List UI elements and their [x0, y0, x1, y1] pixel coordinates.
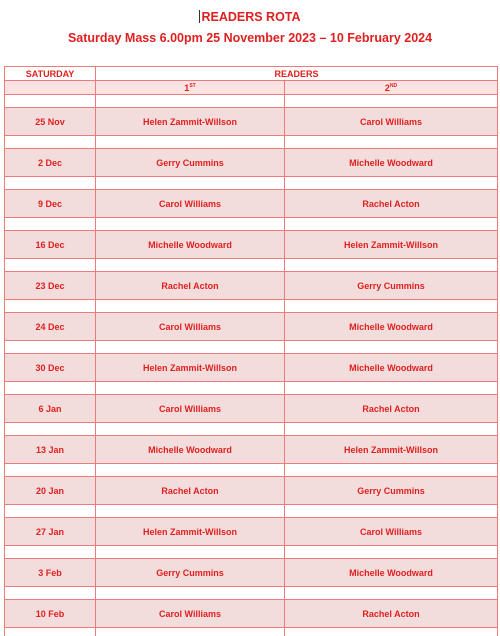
rota-row: [5, 477, 498, 505]
first-reader-cell: Gerry Cummins: [96, 149, 285, 177]
date-cell: 25 Nov: [5, 108, 96, 136]
title-text: READERS ROTA: [201, 10, 300, 24]
second-reader-cell: Rachel Acton: [285, 190, 498, 218]
second-reader-cell: Michelle Woodward: [285, 354, 498, 382]
spacer-row: [5, 505, 498, 518]
second-reader-cell: Michelle Woodward: [285, 559, 498, 587]
spacer-row: [5, 136, 498, 149]
date-cell: 16 Dec: [5, 231, 96, 259]
spacer-row: [5, 259, 498, 272]
rota-row: [5, 354, 498, 382]
spacer-row: [5, 177, 498, 190]
second-reader-cell: Michelle Woodward: [285, 313, 498, 341]
header-row: [5, 67, 498, 81]
spacer-row: [5, 546, 498, 559]
second-reader-cell: Gerry Cummins: [285, 477, 498, 505]
date-cell: 10 Feb: [5, 600, 96, 628]
second-reader-cell: Rachel Acton: [285, 395, 498, 423]
first-reader-cell: Gerry Cummins: [96, 559, 285, 587]
spacer-row: [5, 218, 498, 231]
first-reader-cell: Carol Williams: [96, 190, 285, 218]
rota-row: [5, 231, 498, 259]
spacer-row: [5, 95, 498, 108]
date-cell: 24 Dec: [5, 313, 96, 341]
empty-header-cell: [5, 81, 96, 95]
first-reader-cell: Helen Zammit-Willson: [96, 108, 285, 136]
rota-row: [5, 436, 498, 464]
second-reader-cell: Rachel Acton: [285, 600, 498, 628]
rota-row: [5, 149, 498, 177]
date-cell: 20 Jan: [5, 477, 96, 505]
second-reader-cell: Helen Zammit-Willson: [285, 231, 498, 259]
rota-table: [4, 66, 498, 636]
second-reader-cell: Carol Williams: [285, 108, 498, 136]
spacer-row: [5, 587, 498, 600]
document-title: [0, 10, 500, 24]
spacer-row: [5, 464, 498, 477]
first-reader-cell: Helen Zammit-Willson: [96, 354, 285, 382]
rota-row: [5, 108, 498, 136]
date-cell: 9 Dec: [5, 190, 96, 218]
date-cell: 3 Feb: [5, 559, 96, 587]
date-cell: 23 Dec: [5, 272, 96, 300]
spacer-row: [5, 628, 498, 636]
date-cell: 30 Dec: [5, 354, 96, 382]
spacer-row: [5, 423, 498, 436]
second-reader-cell: Michelle Woodward: [285, 149, 498, 177]
first-reader-cell: Carol Williams: [96, 395, 285, 423]
document-subtitle: Saturday Mass 6.00pm 25 November 2023 – 10 February 2024: [0, 31, 500, 45]
first-reader-cell: Carol Williams: [96, 600, 285, 628]
spacer-row: [5, 300, 498, 313]
date-cell: 6 Jan: [5, 395, 96, 423]
rota-row: [5, 313, 498, 341]
rota-row: [5, 190, 498, 218]
first-reader-cell: Carol Williams: [96, 313, 285, 341]
second-reader-cell: Helen Zammit-Willson: [285, 436, 498, 464]
first-reader-cell: Michelle Woodward: [96, 231, 285, 259]
first-reader-cell: Rachel Acton: [96, 272, 285, 300]
rota-row: [5, 600, 498, 628]
first-reader-cell: Helen Zammit-Willson: [96, 518, 285, 546]
second-reader-cell: Carol Williams: [285, 518, 498, 546]
second-reader-header: 2ND: [285, 81, 498, 95]
second-reader-cell: Gerry Cummins: [285, 272, 498, 300]
subheader-row: [5, 81, 498, 95]
first-reader-header: 1ST: [96, 81, 285, 95]
date-cell: 13 Jan: [5, 436, 96, 464]
rota-row: [5, 559, 498, 587]
readers-header: READERS: [96, 67, 498, 81]
rota-row: [5, 272, 498, 300]
spacer-row: [5, 341, 498, 354]
first-reader-cell: Michelle Woodward: [96, 436, 285, 464]
date-cell: 27 Jan: [5, 518, 96, 546]
date-cell: 2 Dec: [5, 149, 96, 177]
saturday-header: SATURDAY: [5, 67, 96, 81]
spacer-row: [5, 382, 498, 395]
rota-row: [5, 395, 498, 423]
first-reader-cell: Rachel Acton: [96, 477, 285, 505]
rota-row: [5, 518, 498, 546]
